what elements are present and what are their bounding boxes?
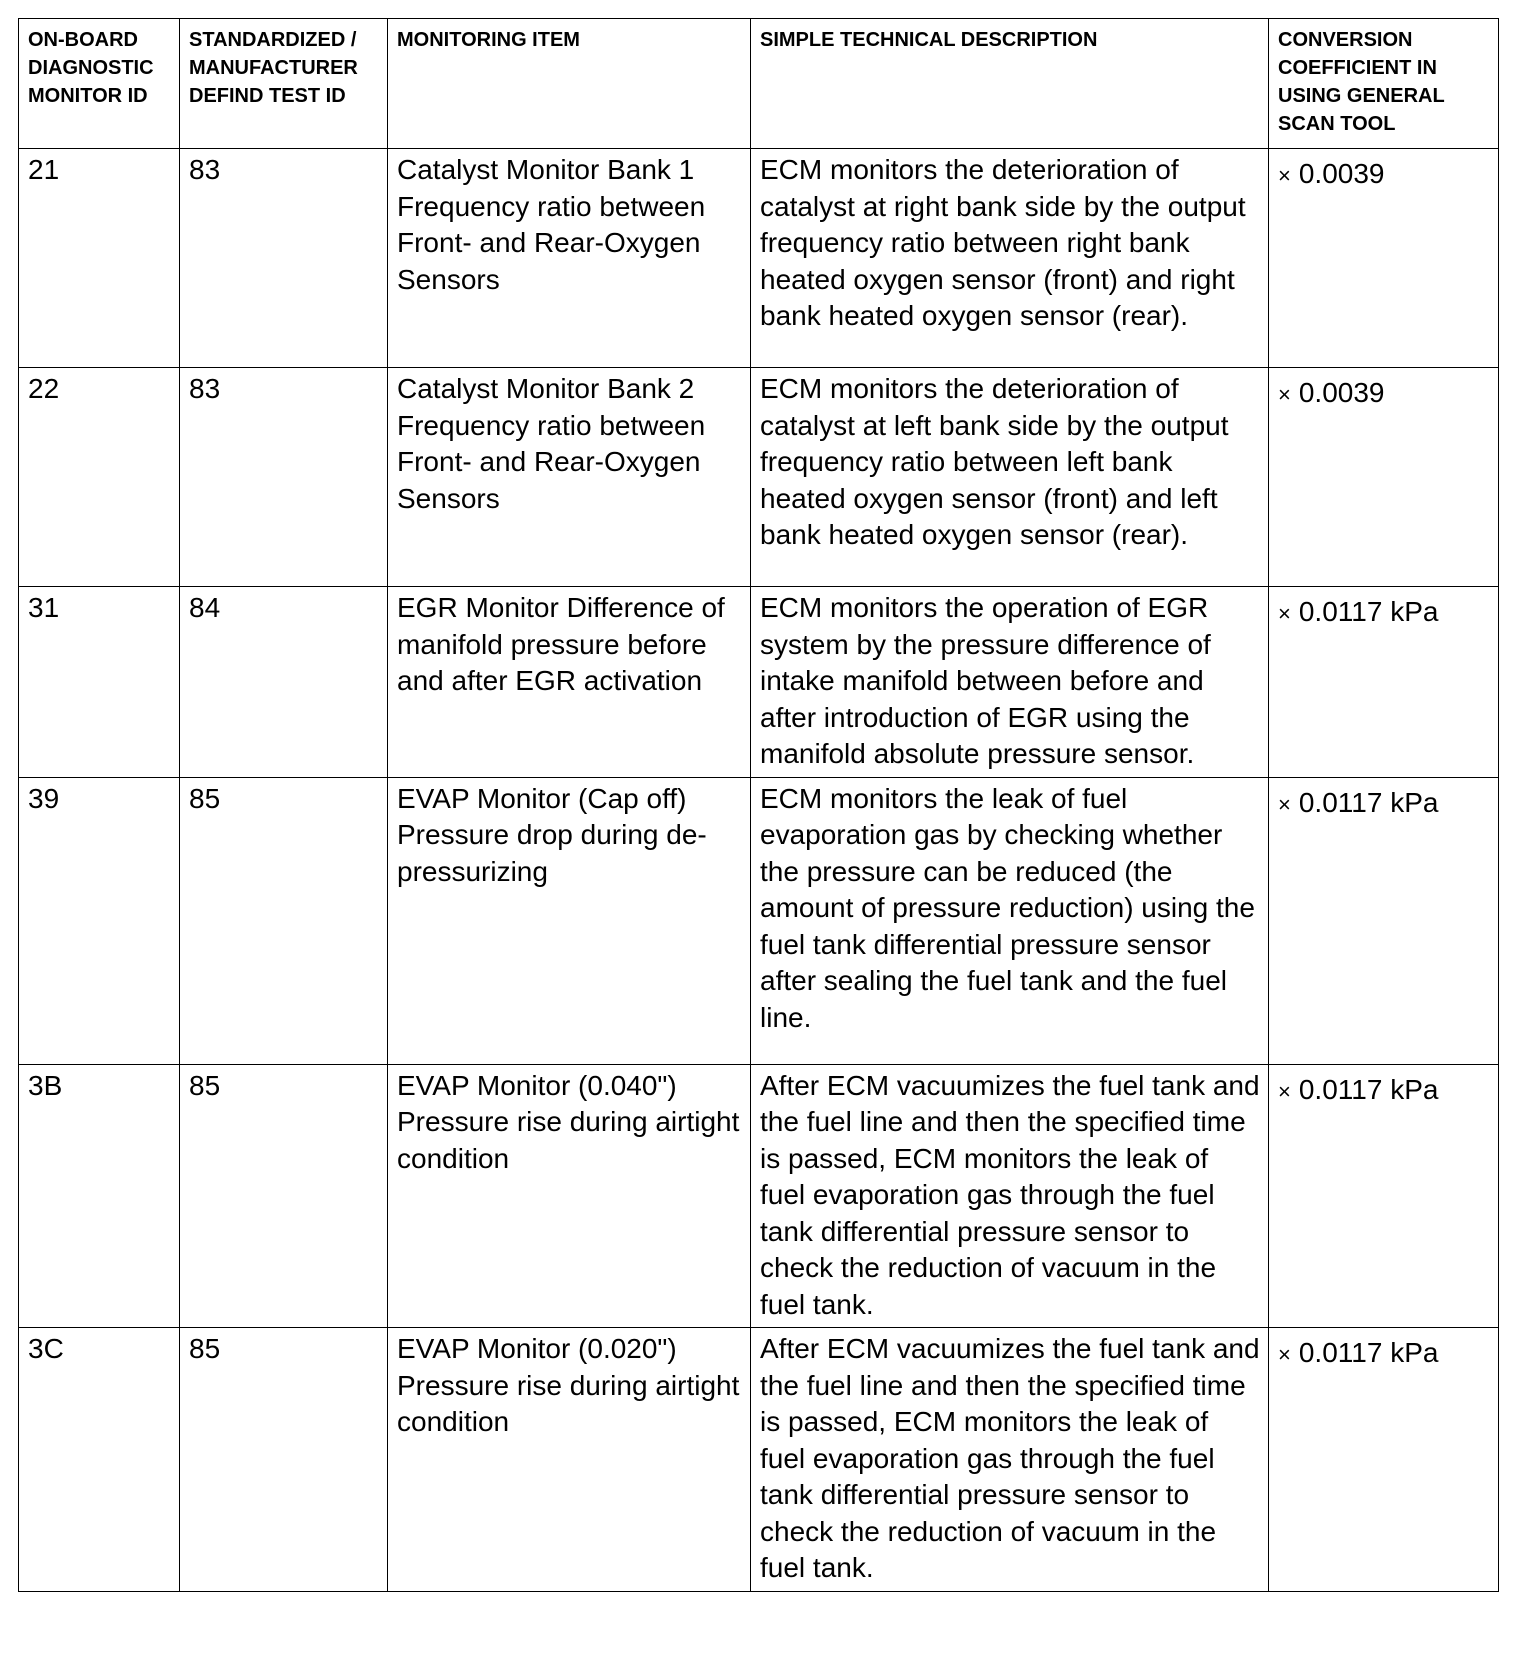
monitoring-item-cell: Catalyst Monitor Bank 2 Frequency ratio between Front- and Rear-Oxygen Sensors (388, 368, 751, 587)
monitor-id-cell: 31 (19, 587, 180, 778)
table-row (19, 587, 1499, 778)
multiply-symbol: × (1278, 791, 1291, 817)
table-row (19, 368, 1499, 587)
multiply-symbol: × (1278, 382, 1291, 407)
multiply-symbol: × (1278, 1078, 1291, 1104)
header-row (19, 19, 1499, 149)
header-description: SIMPLE TECHNICAL DESCRIPTION (751, 19, 1269, 149)
multiply-symbol: × (1278, 1342, 1291, 1367)
coefficient-cell (1269, 777, 1499, 1064)
coefficient-value: 0.0117 kPa (1298, 1073, 1439, 1105)
description-cell: ECM monitors the deterioration of catalyst at left bank side by the output frequency ratio between left bank heated oxygen sensor (front) and left bank heated oxygen sensor (rear). (751, 368, 1269, 587)
monitor-id-cell: 22 (19, 368, 180, 587)
monitor-id-cell: 39 (19, 777, 180, 1064)
table-row (19, 1064, 1499, 1328)
monitoring-item-cell: EGR Monitor Difference of manifold pressure before and after EGR activation (388, 587, 751, 778)
description-cell: ECM monitors the operation of EGR system by the pressure difference of intake manifold between before and after introduction of EGR using the manifold absolute pressure sensor. (751, 587, 1269, 778)
monitor-id-cell: 21 (19, 149, 180, 368)
coefficient-value: 0.0039 (1298, 158, 1385, 189)
monitor-id-cell: 3C (19, 1328, 180, 1592)
test-id-cell: 85 (180, 1328, 388, 1592)
header-conversion-coefficient: CONVERSION COEFFICIENT IN USING GENERAL SCAN TOOL (1269, 19, 1499, 149)
table-row (19, 149, 1499, 368)
test-id-cell: 85 (180, 1064, 388, 1328)
table-row (19, 1328, 1499, 1592)
description-cell: After ECM vacuumizes the fuel tank and the fuel line and then the specified time is passed, ECM monitors the leak of fuel evaporation gas through the fuel tank differential pressure sensor to check the reduction of vacuum in the fuel tank. (751, 1328, 1269, 1592)
multiply-symbol: × (1278, 163, 1291, 188)
monitor-spec-table (18, 18, 1499, 1592)
coefficient-cell (1269, 368, 1499, 587)
monitoring-item-cell: EVAP Monitor (0.040") Pressure rise during airtight condition (388, 1064, 751, 1328)
table-row (19, 777, 1499, 1064)
coefficient-value: 0.0117 kPa (1298, 1337, 1439, 1368)
monitoring-item-cell: EVAP Monitor (0.020") Pressure rise during airtight condition (388, 1328, 751, 1592)
coefficient-value: 0.0039 (1298, 377, 1385, 408)
test-id-cell: 83 (180, 149, 388, 368)
header-monitoring-item: MONITORING ITEM (388, 19, 751, 149)
monitoring-item-cell: Catalyst Monitor Bank 1 Frequency ratio between Front- and Rear-Oxygen Sensors (388, 149, 751, 368)
description-cell: After ECM vacuumizes the fuel tank and the fuel line and then the specified time is passed, ECM monitors the leak of fuel evaporation gas through the fuel tank differential pressure sensor to check the reduction of vacuum in the fuel tank. (751, 1064, 1269, 1328)
monitoring-item-cell: EVAP Monitor (Cap off) Pressure drop during de-pressurizing (388, 777, 751, 1064)
coefficient-value: 0.0117 kPa (1298, 596, 1439, 627)
coefficient-cell (1269, 1328, 1499, 1592)
coefficient-value: 0.0117 kPa (1298, 786, 1439, 818)
coefficient-cell (1269, 587, 1499, 778)
header-monitor-id: ON-BOARD DIAGNOSTIC MONITOR ID (19, 19, 180, 149)
header-test-id: STANDARDIZED / MANUFACTURER DEFIND TEST ID (180, 19, 388, 149)
test-id-cell: 83 (180, 368, 388, 587)
coefficient-cell (1269, 149, 1499, 368)
coefficient-cell (1269, 1064, 1499, 1328)
description-cell: ECM monitors the leak of fuel evaporation gas by checking whether the pressure can be reduced (the amount of pressure reduction) using the fuel tank differential pressure sensor after sealing the fuel tank and the fuel line. (751, 777, 1269, 1064)
description-cell: ECM monitors the deterioration of catalyst at right bank side by the output frequency ratio between right bank heated oxygen sensor (front) and right bank heated oxygen sensor (rear). (751, 149, 1269, 368)
test-id-cell: 84 (180, 587, 388, 778)
test-id-cell: 85 (180, 777, 388, 1064)
multiply-symbol: × (1278, 601, 1291, 626)
monitor-id-cell: 3B (19, 1064, 180, 1328)
